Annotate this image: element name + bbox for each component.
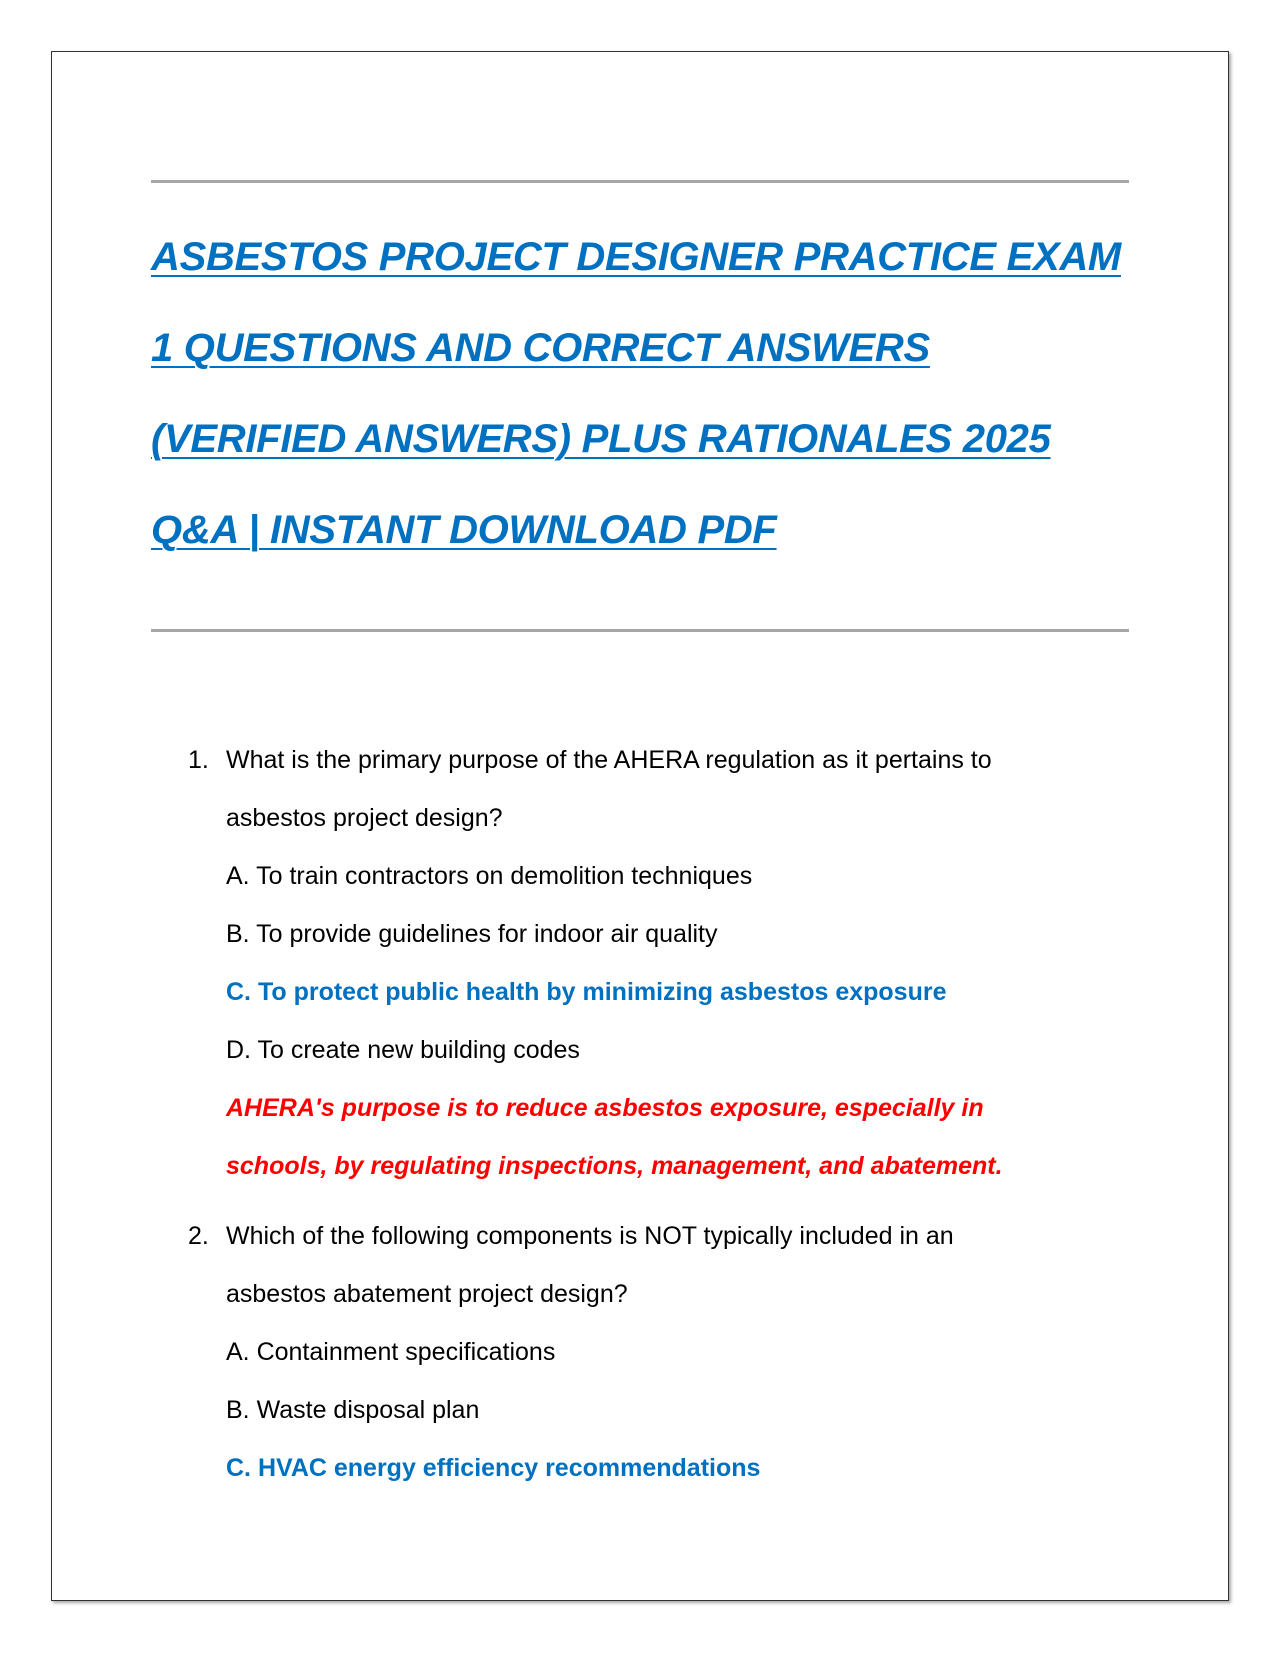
answer-option-a: A. Containment specifications — [226, 1338, 556, 1366]
question-text — [226, 1207, 1148, 1323]
answer-option-b: B. To provide guidelines for indoor air quality — [226, 920, 718, 948]
correct-answer-option-c: C. HVAC energy efficiency recommendations — [226, 1454, 761, 1482]
title-line: ASBESTOS PROJECT DESIGNER PRACTICE EXAM — [151, 235, 1121, 279]
answer-option-a: A. To train contractors on demolition techniques — [226, 862, 753, 890]
answer-option-d: D. To create new building codes — [226, 1036, 580, 1064]
rationale-line: schools, by regulating inspections, management, and abatement. — [226, 1152, 1003, 1180]
document-title — [151, 212, 1141, 576]
question-number: 2. — [188, 1222, 209, 1250]
question-item-2 — [188, 1207, 1148, 1497]
title-line: Q&A | INSTANT DOWNLOAD PDF — [151, 508, 777, 552]
answer-rationale — [226, 1079, 1148, 1195]
question-text-line: Which of the following components is NOT typically included in an — [226, 1222, 954, 1250]
answer-option-b: B. Waste disposal plan — [226, 1396, 480, 1424]
question-text-line: What is the primary purpose of the AHERA regulation as it pertains to — [226, 746, 992, 774]
question-number: 1. — [188, 746, 209, 774]
question-text — [226, 731, 1148, 847]
title-top-divider — [151, 180, 1129, 183]
question-item-1 — [188, 731, 1148, 1195]
rationale-line: AHERA's purpose is to reduce asbestos exposure, especially in — [226, 1094, 984, 1122]
question-body — [226, 731, 1148, 1195]
title-bottom-divider — [151, 629, 1129, 632]
question-body — [226, 1207, 1148, 1497]
question-text-line: asbestos project design? — [226, 804, 503, 832]
correct-answer-option-c: C. To protect public health by minimizing asbestos exposure — [226, 978, 947, 1006]
question-list — [188, 731, 1148, 1497]
title-line: 1 QUESTIONS AND CORRECT ANSWERS — [151, 326, 930, 370]
question-text-line: asbestos abatement project design? — [226, 1280, 628, 1308]
title-line: (VERIFIED ANSWERS) PLUS RATIONALES 2025 — [151, 417, 1051, 461]
